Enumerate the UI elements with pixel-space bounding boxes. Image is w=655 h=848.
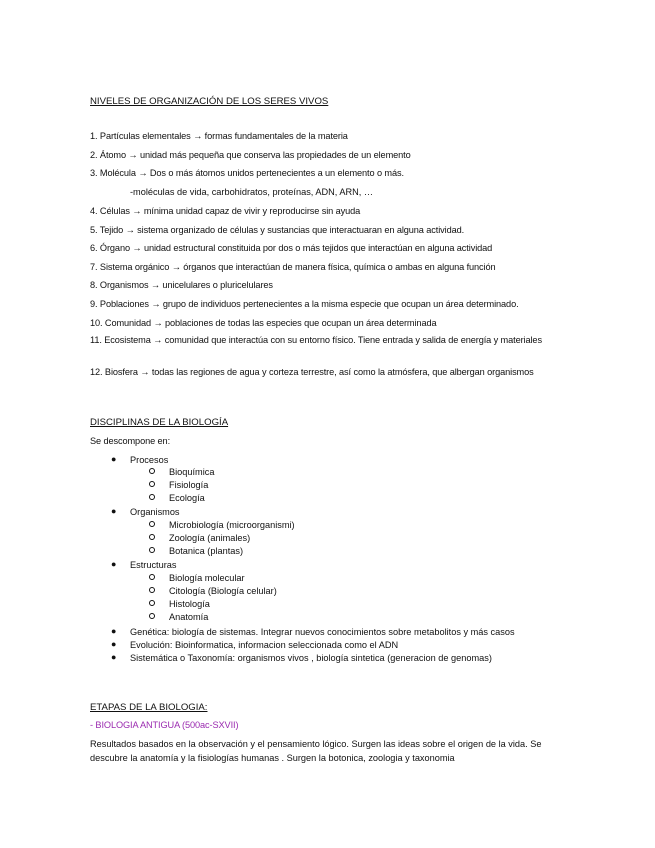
level-item: 12. Biosfera → todas las regiones de agua y corteza terrestre, así como la atmósfera, que albergan organismos: [90, 367, 534, 377]
circle-bullet-icon: [149, 534, 155, 540]
sub-bullet: Ecología: [169, 493, 205, 503]
level-item: 4. Células → mínima unidad capaz de vivir y reproducirse sin ayuda: [90, 206, 361, 216]
molecule-note: -moléculas de vida, carbohidratos, proteínas, ADN, ARN, …: [130, 187, 374, 197]
circle-bullet-icon: [149, 521, 155, 527]
circle-bullet-icon: [149, 468, 155, 474]
bullet-procesos: ● Procesos: [111, 454, 169, 465]
level-item: 2. Átomo → unidad más pequeña que conserva las propiedades de un elemento: [90, 150, 411, 160]
heading-niveles: NIVELES DE ORGANIZACIÓN DE LOS SERES VIVOS: [90, 96, 329, 107]
sub-bullet: Bioquímica: [169, 467, 214, 477]
circle-bullet-icon: [149, 574, 155, 580]
subheading-biologia-antigua: - BIOLOGIA ANTIGUA (500ac-SXVII): [90, 720, 239, 730]
circle-bullet-icon: [149, 600, 155, 606]
bullet-sistematica: ● Sistemática o Taxonomía: organismos vivos , biología sintetica (generacion de genomas): [111, 652, 492, 663]
level-item: 3. Molécula → Dos o más átomos unidos pertenecientes a un elemento o más.: [90, 168, 404, 178]
disciplinas-intro: Se descompone en:: [90, 436, 171, 446]
sub-bullet: Fisiología: [169, 480, 208, 490]
bullet-dot-icon: ●: [111, 639, 117, 649]
level-item: 7. Sistema orgánico → órganos que interactúan de manera física, química o ambas en alguna función: [90, 262, 496, 272]
heading-etapas: ETAPAS DE LA BIOLOGIA:: [90, 702, 208, 713]
sub-bullet: Biología molecular: [169, 573, 245, 583]
circle-bullet-icon: [149, 547, 155, 553]
bullet-dot-icon: ●: [111, 506, 117, 516]
level-item: 9. Poblaciones → grupo de individuos pertenecientes a la misma especie que ocupan un área determinado.: [90, 299, 519, 309]
circle-bullet-icon: [149, 481, 155, 487]
bullet-genetica: ● Genética: biología de sistemas. Integrar nuevos conocimientos sobre metabolitos y más casos: [111, 626, 515, 637]
sub-bullet: Histología: [169, 599, 210, 609]
level-item: 11. Ecosistema → comunidad que interactúa con su entorno físico. Tiene entrada y salida de energía y materiales: [90, 335, 542, 345]
bullet-dot-icon: ●: [111, 626, 117, 636]
bullet-estructuras: ● Estructuras: [111, 559, 177, 570]
level-item: 1. Partículas elementales → formas fundamentales de la materia: [90, 131, 348, 141]
sub-bullet: Zoología (animales): [169, 533, 250, 543]
sub-bullet: Microbiología (microorganismi): [169, 520, 295, 530]
bullet-evolucion: ● Evolución: Bioinformatica, informacion seleccionada como el ADN: [111, 639, 399, 650]
circle-bullet-icon: [149, 494, 155, 500]
sub-bullet: Citología (Biología celular): [169, 586, 277, 596]
bullet-dot-icon: ●: [111, 559, 117, 569]
heading-disciplinas: DISCIPLINAS DE LA BIOLOGÍA: [90, 417, 229, 428]
sub-bullet: Botanica (plantas): [169, 546, 243, 556]
bullet-dot-icon: ●: [111, 454, 117, 464]
level-item: 5. Tejido → sistema organizado de células y sustancias que interactuaran en alguna actividad.: [90, 225, 465, 235]
circle-bullet-icon: [149, 587, 155, 593]
bullet-organismos: ● Organismos: [111, 506, 180, 517]
paragraph-biologia-antigua: Resultados basados en la observación y el pensamiento lógico. Surgen las ideas sobre el origen de la vida. Se descubre la anatomía y la fisiologías humanas . Surgen la botonica, zoologia y taxonomia: [90, 739, 542, 763]
sub-bullet: Anatomía: [169, 612, 208, 622]
level-item: 10. Comunidad → poblaciones de todas las especies que ocupan un área determinada: [90, 318, 437, 328]
level-item: 8. Organismos → unicelulares o pluricelulares: [90, 280, 273, 290]
bullet-dot-icon: ●: [111, 652, 117, 662]
level-item: 6. Órgano → unidad estructural constituida por dos o más tejidos que interactúan en alguna actividad: [90, 243, 493, 253]
circle-bullet-icon: [149, 613, 155, 619]
